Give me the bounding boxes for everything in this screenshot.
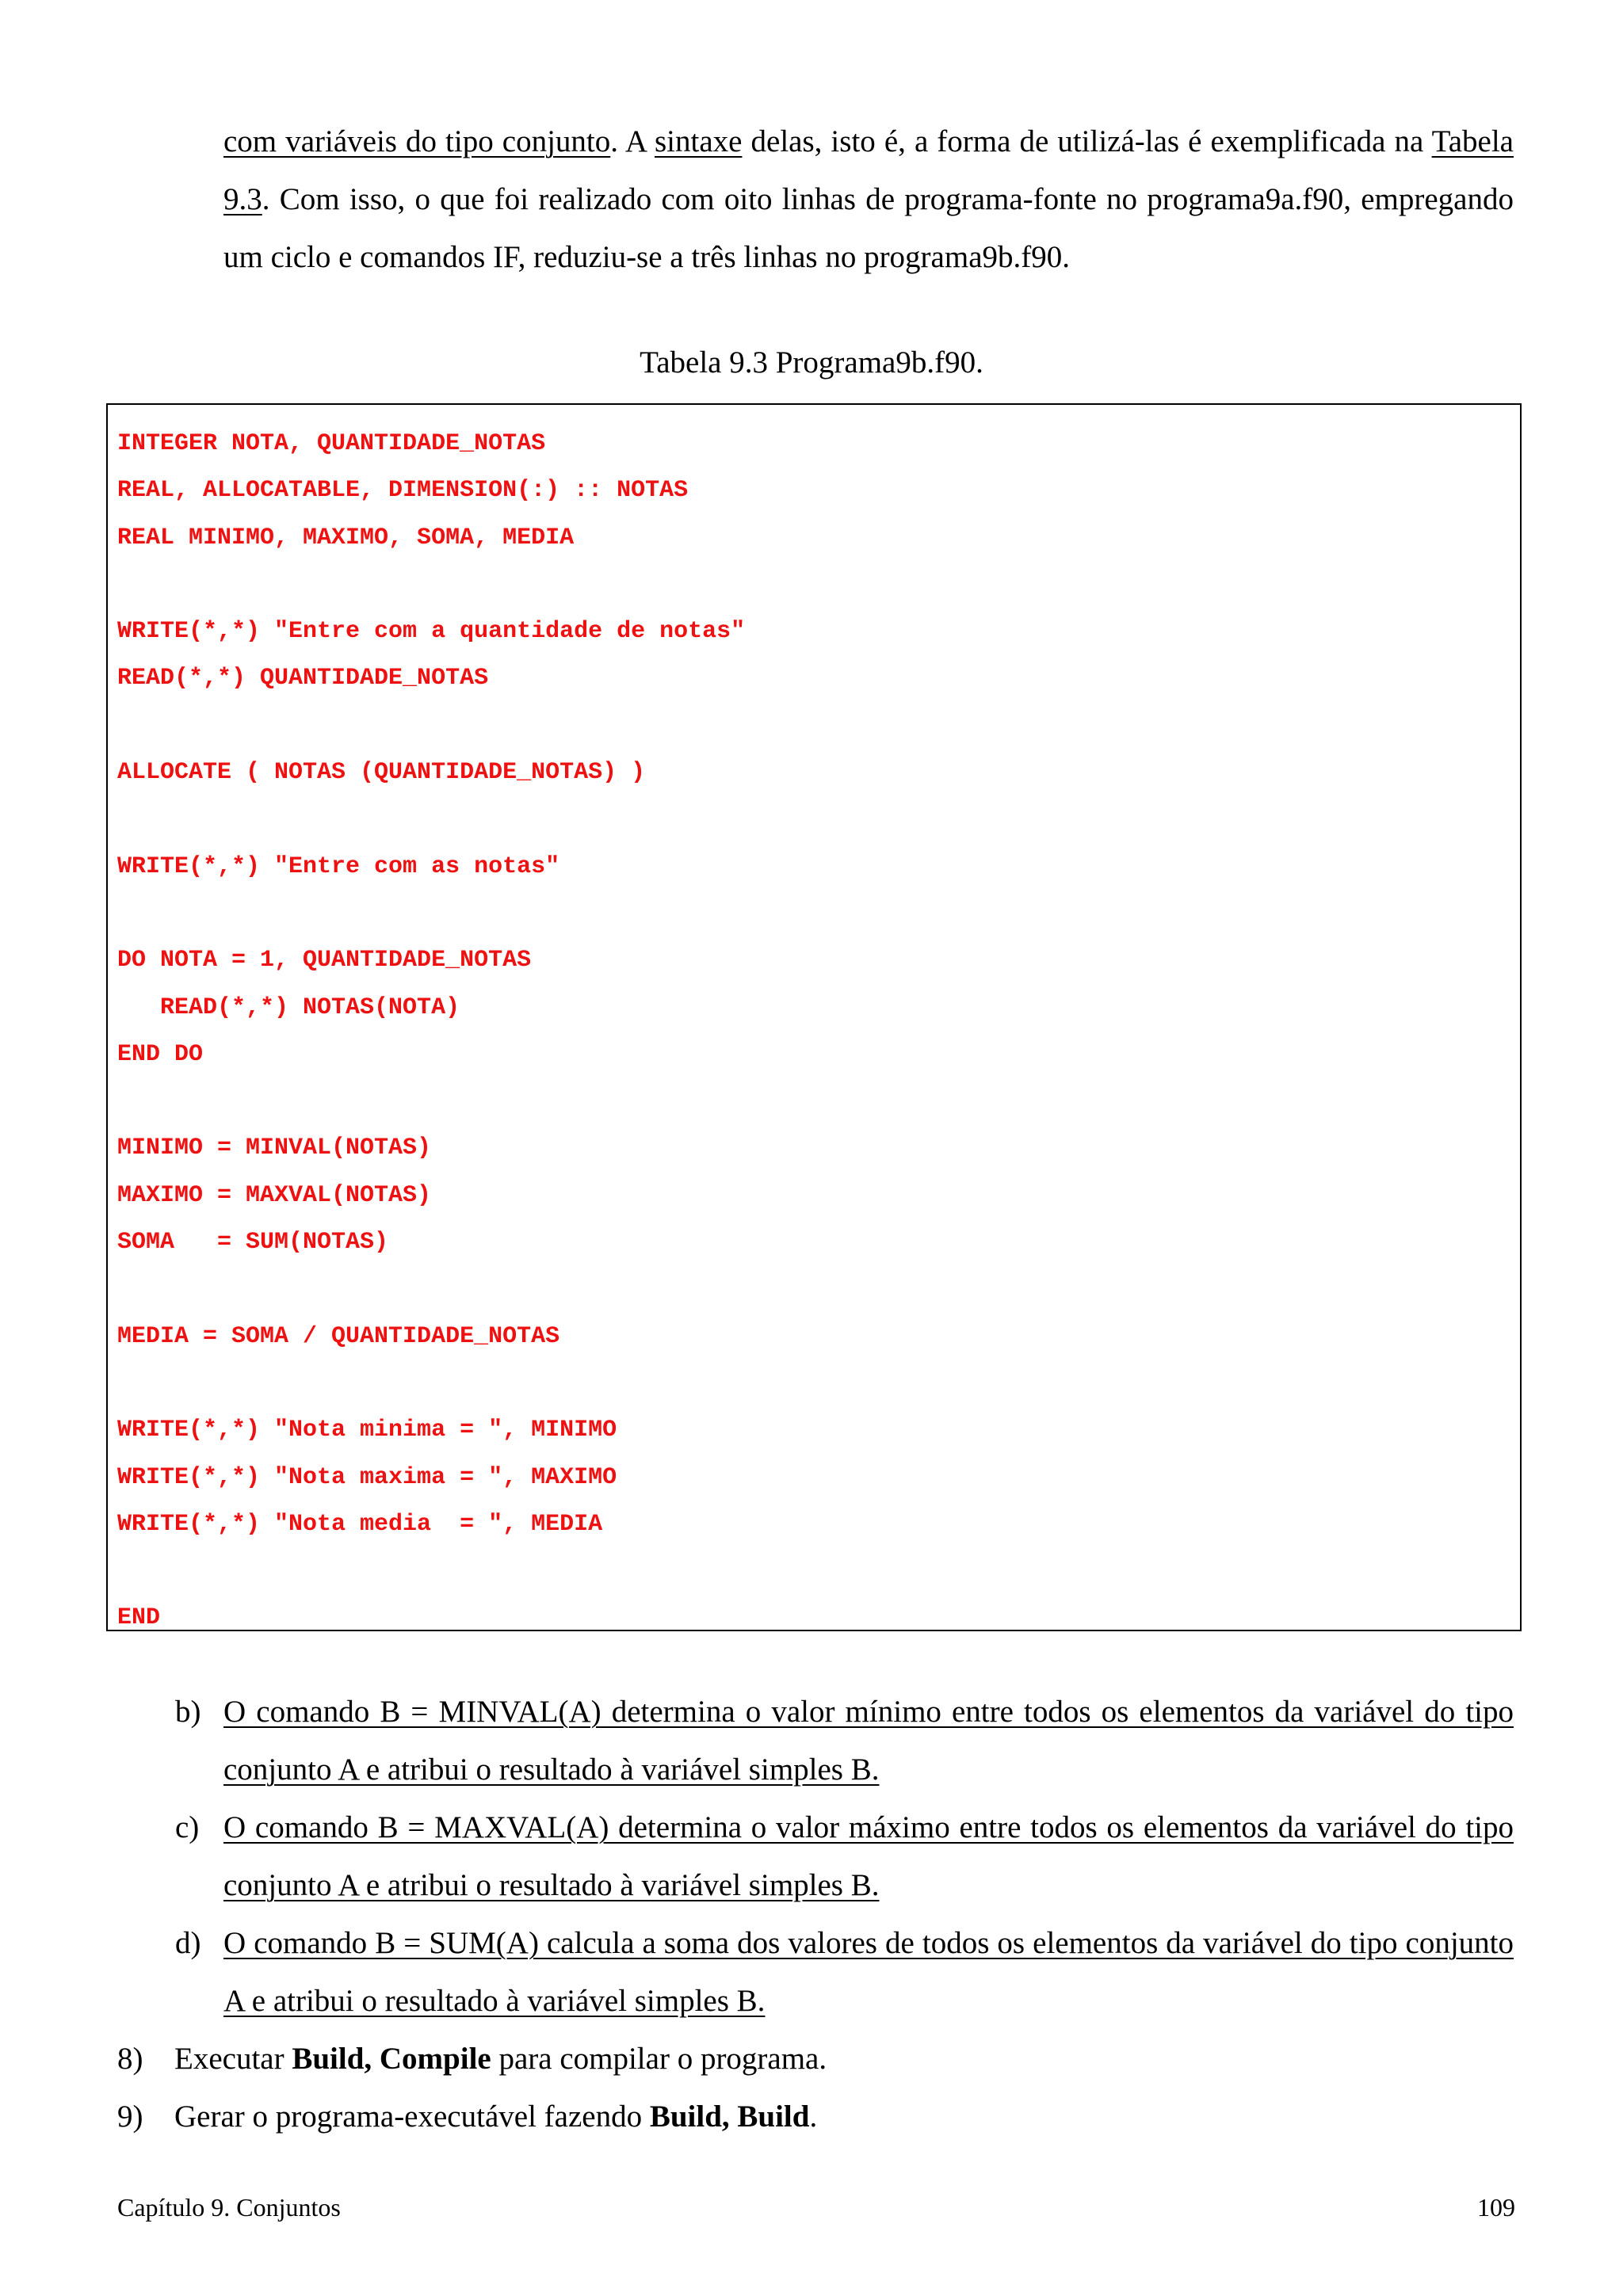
code-line: REAL MINIMO, MAXIMO, SOMA, MEDIA	[117, 524, 575, 551]
code-line: WRITE(*,*) "Entre com as notas"	[117, 852, 560, 880]
step8-pre: Executar	[174, 2042, 292, 2076]
code-line: MINIMO = MINVAL(NOTAS)	[117, 1135, 432, 1162]
step9-bold: Build, Build	[649, 2100, 810, 2134]
code-line: ALLOCATE ( NOTAS (QUANTIDADE_NOTAS) )	[117, 759, 646, 787]
code-line: DO NOTA = 1, QUANTIDADE_NOTAS	[117, 947, 532, 974]
list-marker: d)	[175, 1926, 201, 1960]
step9-post: .	[809, 2100, 818, 2134]
intro-link-tabela: Tabela 9.3	[223, 124, 1514, 216]
list-marker: 9)	[117, 2100, 143, 2134]
footer-chapter: Capítulo 9. Conjuntos	[117, 2193, 341, 2222]
code-table	[106, 403, 1522, 1631]
code-line: REAL, ALLOCATABLE, DIMENSION(:) :: NOTAS	[117, 477, 689, 505]
intro-text-1: . A	[610, 124, 655, 158]
intro-link-sintaxe: sintaxe	[654, 124, 743, 158]
list-marker: b)	[175, 1695, 201, 1729]
code-listing	[117, 421, 745, 1642]
list-item-text	[174, 2030, 1514, 2088]
code-line: SOMA = SUM(NOTAS)	[117, 1229, 389, 1257]
intro-paragraph	[223, 113, 1514, 286]
list-item-text: O comando B = SUM(A) calcula a soma dos valores de todos os elementos da variável do tipo conjunto A e atribui o resultado à variável simples B.	[223, 1926, 1514, 2018]
footer-page-number: 109	[1477, 2193, 1515, 2222]
code-line: WRITE(*,*) "Nota media = ", MEDIA	[117, 1510, 603, 1538]
code-line: END	[117, 1604, 161, 1632]
list-marker: c)	[175, 1810, 200, 1844]
list-marker: 8)	[117, 2042, 143, 2076]
code-line: MEDIA = SOMA / QUANTIDADE_NOTAS	[117, 1322, 560, 1350]
list-item-text	[174, 2088, 1514, 2145]
intro-text-3: . Com isso, o que foi realizado com oito linhas de programa-fonte no programa9a.f90, empregando um ciclo e comandos IF, reduziu-se a três linhas no programa9b.f90.	[223, 182, 1514, 274]
intro-link-conjunto: com variáveis do tipo conjunto	[223, 124, 611, 158]
code-line: READ(*,*) QUANTIDADE_NOTAS	[117, 665, 489, 692]
step9-pre: Gerar o programa-executável fazendo	[174, 2100, 650, 2134]
step8-bold: Build, Compile	[292, 2042, 491, 2076]
code-line: INTEGER NOTA, QUANTIDADE_NOTAS	[117, 430, 546, 457]
code-line: WRITE(*,*) "Nota maxima = ", MAXIMO	[117, 1463, 617, 1491]
table-caption: Tabela 9.3 Programa9b.f90.	[640, 345, 983, 379]
list-item-text: O comando B = MAXVAL(A) determina o valor máximo entre todos os elementos da variável do tipo conjunto A e atribui o resultado à variável simples B.	[223, 1810, 1514, 1902]
code-line: READ(*,*) NOTAS(NOTA)	[117, 994, 460, 1021]
intro-text-2: delas, isto é, a forma de utilizá-las é exemplificada na	[742, 124, 1432, 158]
code-line: END DO	[117, 1040, 204, 1068]
code-line: WRITE(*,*) "Nota minima = ", MINIMO	[117, 1417, 617, 1444]
list-item-text: O comando B = MINVAL(A) determina o valor mínimo entre todos os elementos da variável do tipo conjunto A e atribui o resultado à variável simples B.	[223, 1695, 1514, 1787]
step8-post: para compilar o programa.	[491, 2042, 827, 2076]
code-line: WRITE(*,*) "Entre com a quantidade de notas"	[117, 618, 746, 646]
code-line: MAXIMO = MAXVAL(NOTAS)	[117, 1181, 432, 1209]
